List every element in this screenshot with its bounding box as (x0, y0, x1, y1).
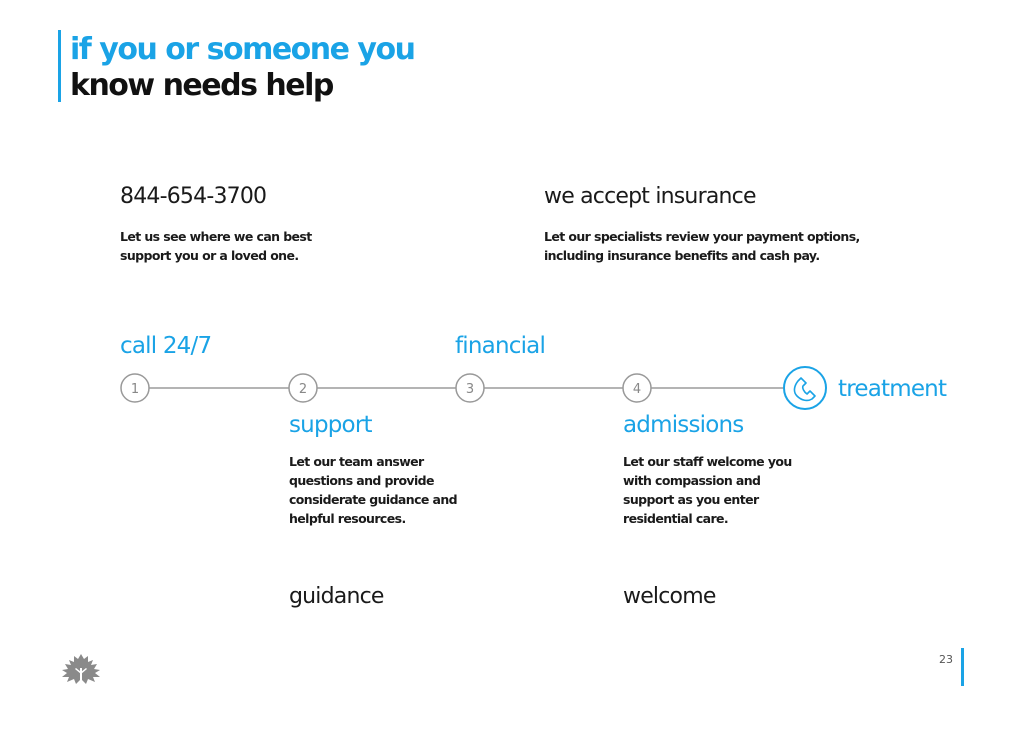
welcome-heading: welcome (623, 584, 716, 609)
step-label-admissions: admissions (623, 412, 744, 438)
page-number: 23 (939, 653, 953, 666)
tree-logo-icon (55, 652, 107, 690)
page-title-line-2: know needs help (70, 68, 333, 103)
step-number-2: 2 (298, 382, 308, 397)
phone-number-heading: 844-654-3700 (120, 184, 267, 209)
step-number-1: 1 (130, 382, 140, 397)
step-label-support: support (289, 412, 372, 438)
page-number-accent-bar (961, 648, 964, 686)
page-title-line-1: if you or someone you (70, 32, 415, 67)
timeline-step-1 (121, 374, 149, 402)
step-number-4: 4 (632, 382, 642, 397)
step-label-call: call 24/7 (120, 333, 212, 359)
timeline-step-3 (456, 374, 484, 402)
timeline-step-5 (784, 367, 826, 409)
phone-description: Let us see where we can best support you or a loved one. (120, 229, 312, 263)
step-label-financial: financial (455, 333, 546, 359)
step-number-3: 3 (465, 382, 475, 397)
support-description: Let our team answer questions and provide considerate guidance and helpful resources. (289, 454, 457, 526)
insurance-heading: we accept insurance (544, 184, 756, 209)
admissions-description: Let our staff welcome you with compassion and support as you enter residential care. (623, 454, 792, 526)
timeline-step-4 (623, 374, 651, 402)
insurance-description: Let our specialists review your payment options, including insurance benefits and cash pay. (544, 229, 860, 263)
step-label-treatment: treatment (838, 376, 947, 402)
guidance-heading: guidance (289, 584, 384, 609)
timeline-step-2 (289, 374, 317, 402)
